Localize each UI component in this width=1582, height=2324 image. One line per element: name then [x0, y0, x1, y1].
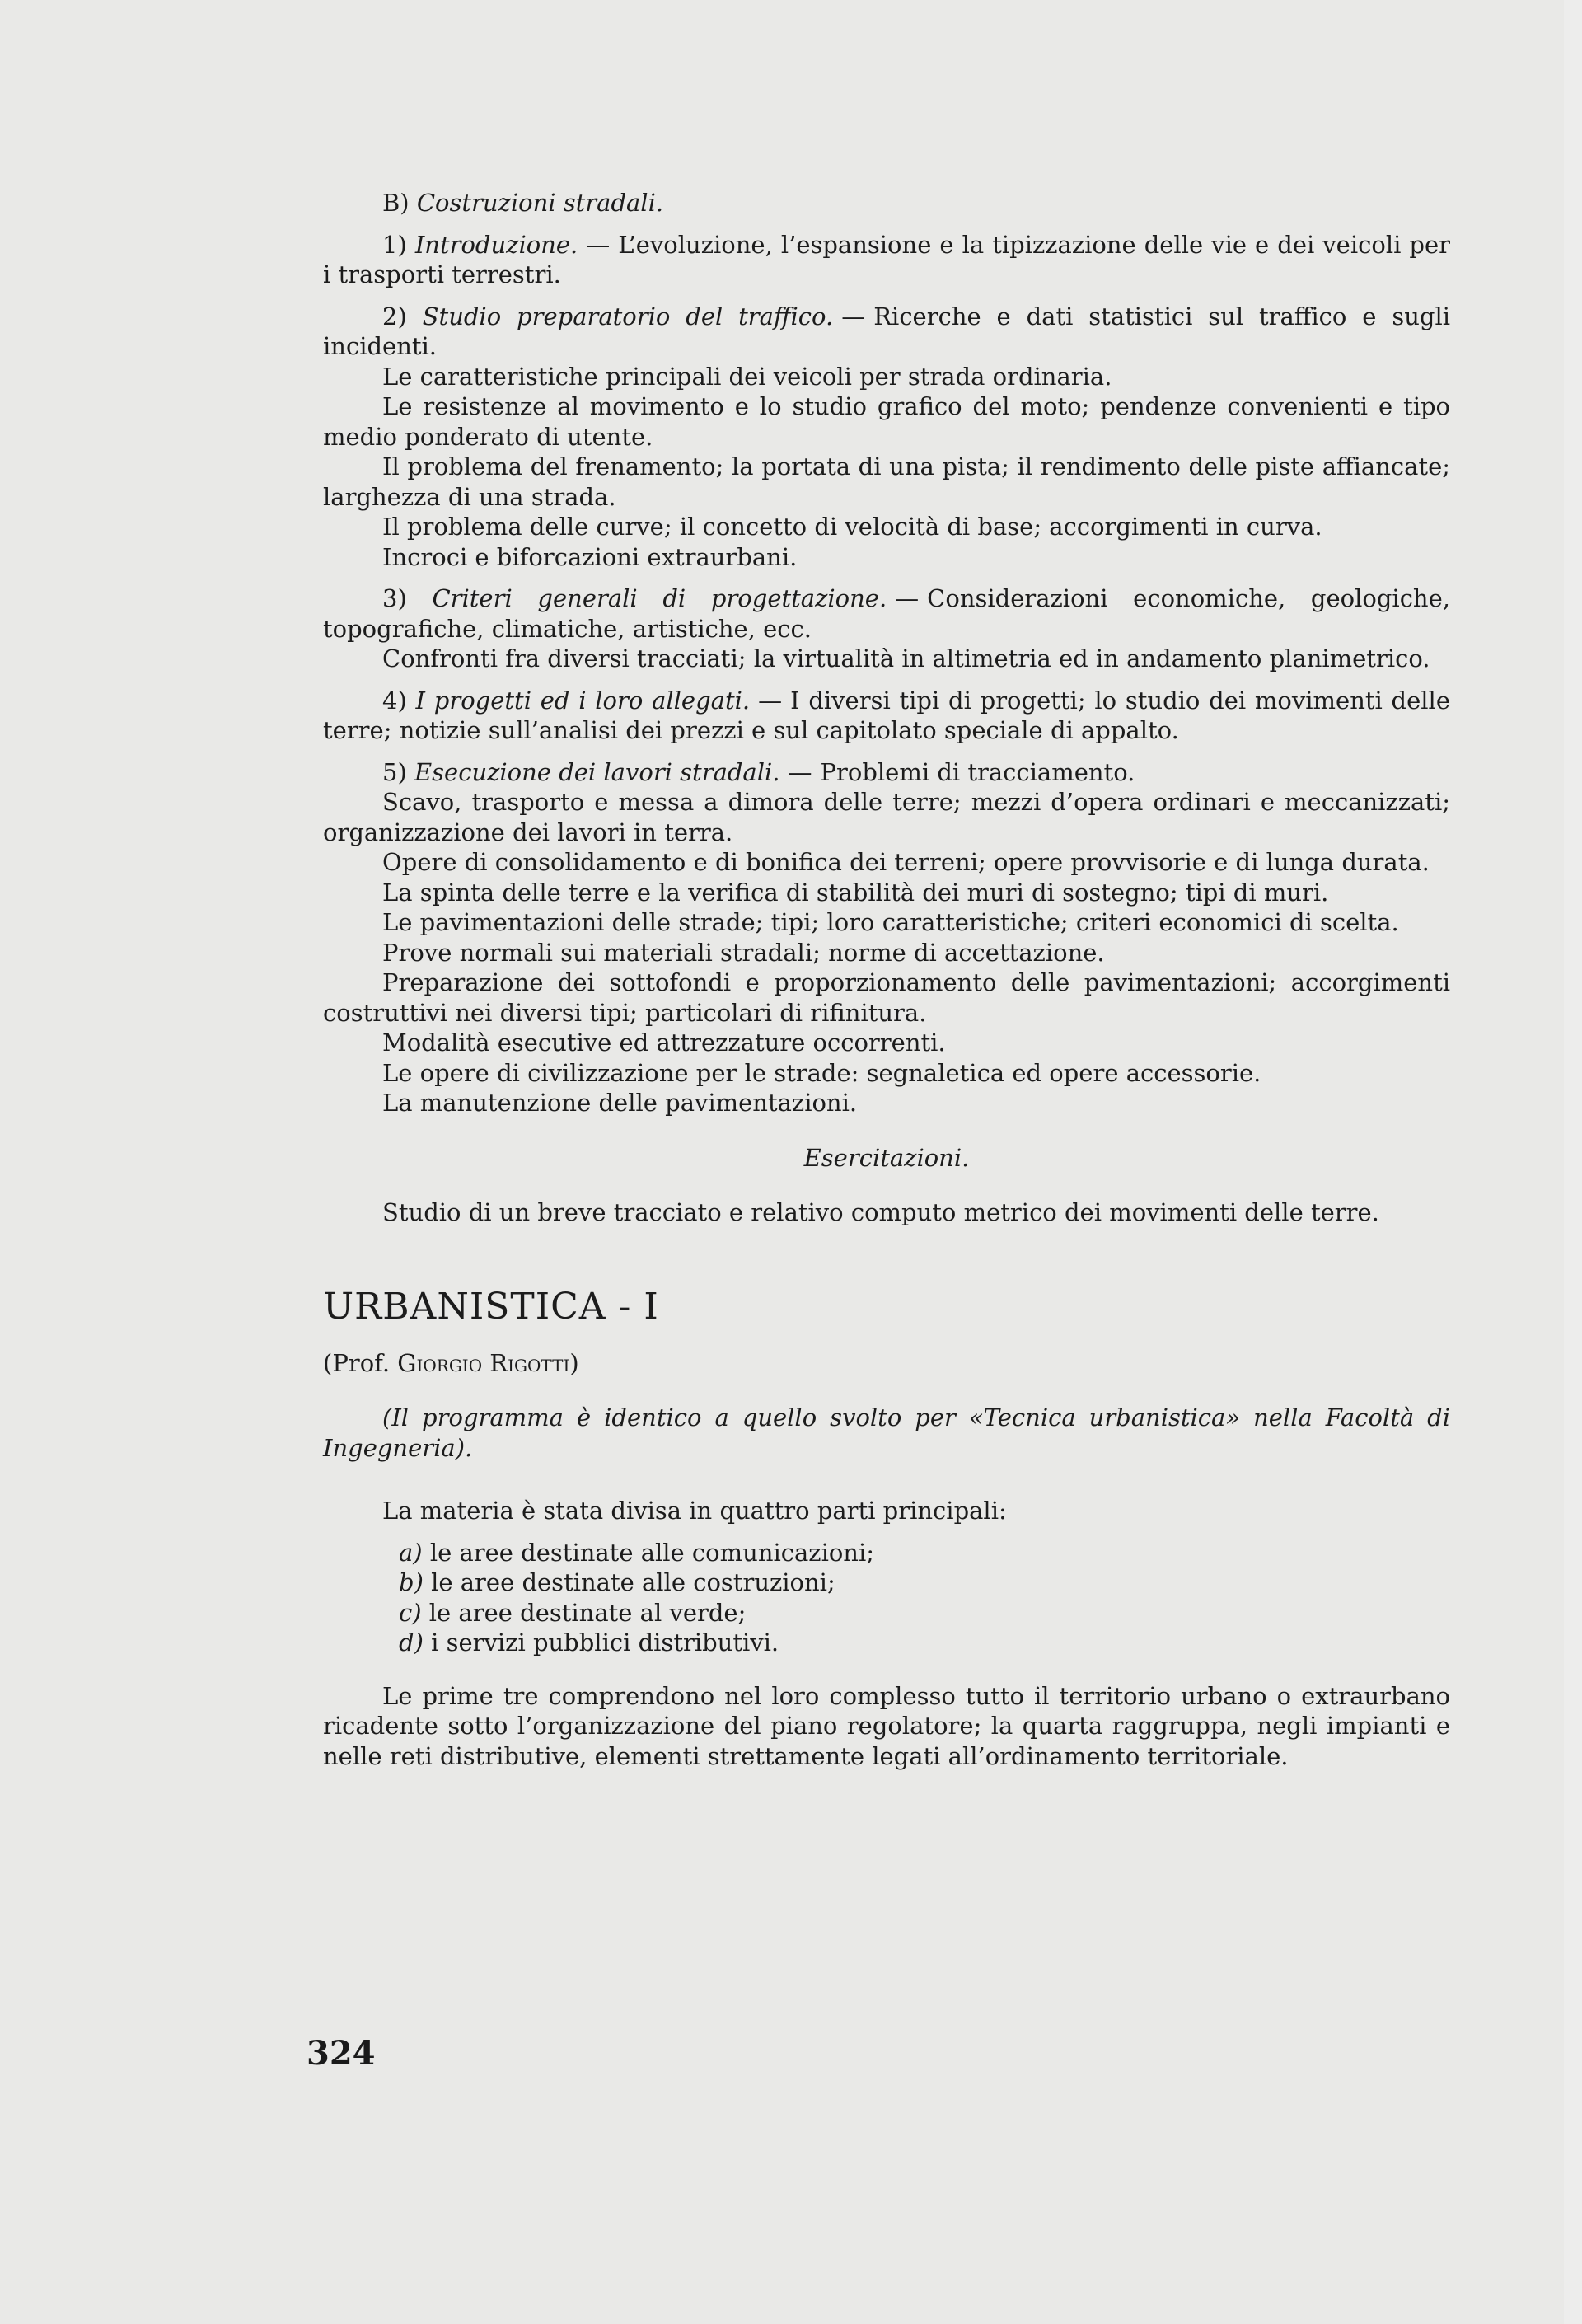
item-title: I progetti ed i loro allegati.	[415, 686, 751, 715]
paragraph: Le resistenze al movimento e lo studio grafico del moto; pendenze convenienti e tipo medio ponderato di utente.	[323, 392, 1450, 451]
em-dash: —	[586, 230, 611, 259]
paragraph: Preparazione dei sottofondi e proporzionamento delle pavimentazioni; accorgimenti costruttivi nei diversi tipi; particolari di rifinitura.	[323, 968, 1450, 1027]
em-dash: —	[895, 584, 920, 612]
item-5	[323, 757, 1450, 788]
paragraph: Opere di consolidamento e di bonifica dei terreni; opere provvisorie e di lunga durata.	[382, 848, 1430, 876]
intro-text: La materia è stata divisa in quattro parti principali:	[382, 1497, 1007, 1525]
prof-name: Giorgio Rigotti)	[397, 1348, 579, 1377]
item-3	[323, 583, 1450, 644]
item-title: Studio preparatorio del traffico.	[422, 302, 834, 330]
list-label: d)	[399, 1628, 424, 1656]
paragraph: Le caratteristiche principali dei veicoli per strada ordinaria.	[382, 362, 1112, 391]
professor-line	[323, 1348, 1450, 1379]
item-number: 5)	[382, 757, 407, 786]
main-column	[323, 188, 1450, 1771]
section-heading	[323, 188, 1450, 218]
item-4	[323, 686, 1450, 746]
list-label: c)	[399, 1598, 422, 1627]
esercitazioni-heading: Esercitazioni.	[803, 1143, 970, 1172]
paragraph: Il problema delle curve; il concetto di velocità di base; accorgimenti in curva.	[382, 513, 1322, 541]
page-number: 324	[307, 2034, 376, 2073]
list-item	[323, 1567, 1450, 1598]
section-title: Costruzioni stradali.	[416, 189, 664, 217]
item-text: Problemi di tracciamento.	[820, 757, 1135, 786]
em-dash: —	[788, 757, 812, 786]
paragraph: La manutenzione delle pavimentazioni.	[382, 1089, 858, 1117]
paragraph: Incroci e biforcazioni extraurbani.	[382, 542, 798, 571]
list-text: le aree destinate alle costruzioni;	[431, 1568, 835, 1596]
paragraph: Confronti fra diversi tracciati; la virtualità in altimetria ed in andamento planimetrico.	[382, 644, 1430, 672]
paragraph: La spinta delle terre e la verifica di stabilità dei muri di sostegno; tipi di muri.	[382, 878, 1329, 907]
list-label: b)	[399, 1568, 424, 1596]
item-text: I diversi tipi di progetti; lo studio dei movimenti delle terre; notizie sull’analisi dei prezzi e sul capitolato speciale di appalto.	[323, 686, 1450, 744]
closing-paragraph: Le prime tre comprendono nel loro complesso tutto il territorio urbano o extraurbano ricadente sotto l’organizzazione del piano regolatore; la quarta raggruppa, negli impianti e nelle reti distributive, elementi strettamente legati all’ordinamento territoriale.	[323, 1681, 1450, 1770]
item-title: Criteri generali di progettazione.	[432, 584, 887, 612]
item-number: 1)	[382, 230, 407, 259]
paragraph: Le pavimentazioni delle strade; tipi; loro caratteristiche; criteri economici di scelta.	[382, 908, 1399, 936]
item-1	[323, 230, 1450, 290]
item-2	[323, 302, 1450, 362]
item-number: 3)	[382, 584, 407, 612]
esercitazioni-text: Studio di un breve tracciato e relativo computo metrico dei movimenti delle terre.	[382, 1198, 1379, 1226]
em-dash: —	[841, 302, 866, 330]
list-item	[323, 1628, 1450, 1658]
item-number: 2)	[382, 302, 407, 330]
item-title: Introduzione.	[414, 230, 578, 259]
program-note: (Il programma è identico a quello svolto per «Tecnica urbanistica» nella Facoltà di Ingegneria).	[323, 1403, 1450, 1462]
list-item	[323, 1538, 1450, 1568]
urbanistica-title: URBANISTICA - I	[323, 1285, 659, 1328]
item-text: L’evoluzione, l’espansione e la tipizzazione delle vie e dei veicoli per i trasporti terrestri.	[323, 230, 1450, 288]
list-text: i servizi pubblici distributivi.	[431, 1628, 779, 1656]
paragraph: Modalità esecutive ed attrezzature occorrenti.	[382, 1028, 946, 1057]
item-number: 4)	[382, 686, 407, 715]
paragraph: Le opere di civilizzazione per le strade: segnaletica ed opere accessorie.	[382, 1058, 1261, 1087]
item-text: Considerazioni economiche, geologiche, topografiche, climatiche, artistiche, ecc.	[323, 584, 1450, 643]
paragraph: Prove normali sui materiali stradali; norme di accettazione.	[382, 938, 1105, 967]
list-text: le aree destinate al verde;	[428, 1598, 747, 1627]
prof-prefix: (Prof.	[323, 1348, 391, 1377]
list-text: le aree destinate alle comunicazioni;	[429, 1538, 875, 1567]
list-label: a)	[399, 1538, 423, 1567]
paragraph: Il problema del frenamento; la portata di una pista; il rendimento delle piste affiancate; larghezza di una strada.	[323, 452, 1450, 511]
item-title: Esecuzione dei lavori stradali.	[414, 757, 780, 786]
section-label: B)	[382, 189, 410, 217]
em-dash: —	[758, 686, 783, 715]
list-item	[323, 1598, 1450, 1628]
paragraph: Scavo, trasporto e messa a dimora delle terre; mezzi d’opera ordinari e meccanizzati; organizzazione dei lavori in terra.	[323, 788, 1450, 846]
item-text: Ricerche e dati statistici sul traffico e sugli incidenti.	[323, 302, 1451, 360]
